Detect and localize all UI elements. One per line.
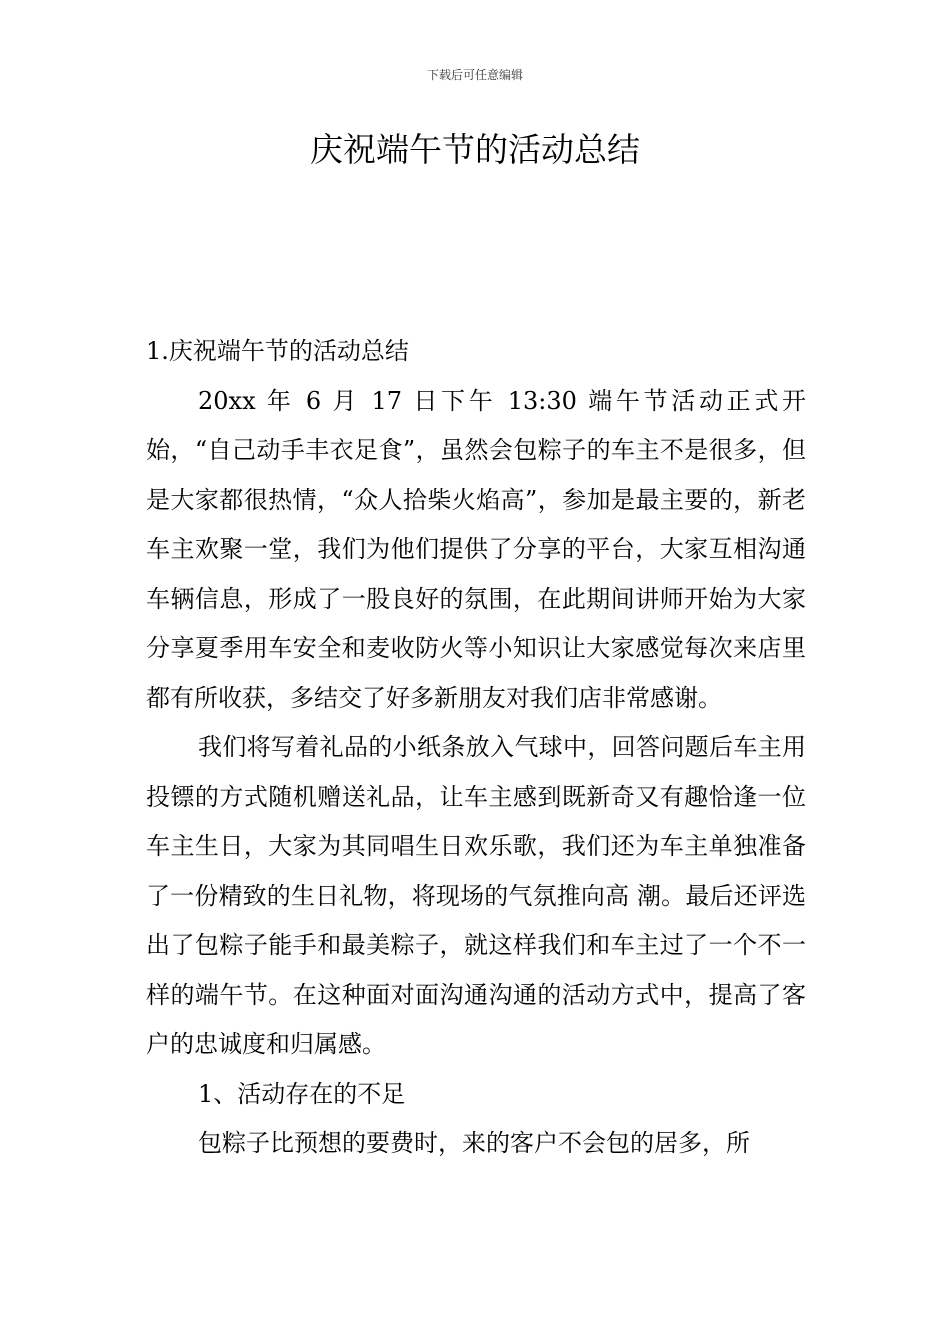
subheading-shortcomings: 1、活动存在的不足 (198, 1079, 406, 1108)
paragraph-2: 我们将写着礼品的小纸条放入气球中，回答问题后车主用投镖的方式随机赠送礼品，让车主感到既新奇又有趣恰逢一位车主生日，大家为其同唱生日欢乐歌，我们还为车主单独准备了一份精致的生日礼物，将现场的气氛推向高 潮。最后还评选出了包粽子能手和最美粽子，就这样我们和车主过了一个不一样的端午节。在这种面对面沟通沟通的活动方式中，提高了客户的忠诚度和归属感。 (146, 733, 806, 1058)
paragraph-3: 包粽子比预想的要费时，来的客户不会包的居多，所 (198, 1129, 750, 1157)
document-title: 庆祝端午节的活动总结 (310, 130, 640, 169)
section-heading: 1.庆祝端午节的活动总结 (146, 337, 409, 365)
paragraph-1: 20xx 年 6 月 17 日下午 13:30 端午节活动正式开始，“自己动手丰衣足食”，虽然会包粽子的车主不是很多，但是大家都很热情，“众人拾柴火焰高”，参加是最主要的，新老车主欢聚一堂，我们为他们提供了分享的平台，大家互相沟通车辆信息，形成了一股良好的氛围，在此期间讲师开始为大家分享夏季用车安全和麦收防火等小知识让大家感觉每次来店里都有所收获，多结交了好多新朋友对我们店非常感谢。 (146, 386, 806, 712)
header-note: 下载后可任意编辑 (426, 68, 523, 82)
document-body (146, 327, 806, 1169)
